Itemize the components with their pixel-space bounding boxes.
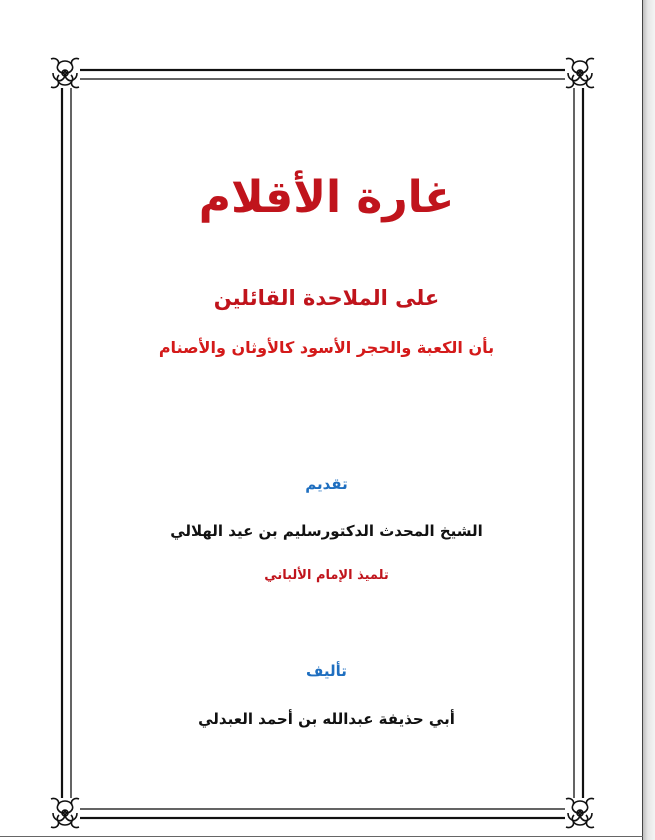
author-name: أبي حذيفة عبدالله بن أحمد العبدلي bbox=[198, 710, 455, 728]
book-subtitle-line2: بأن الكعبة والحجر الأسود كالأوثان والأصنام bbox=[158, 338, 495, 357]
book-title: غارة الأقلام bbox=[198, 172, 455, 223]
corner-ornament-top-right-icon bbox=[565, 58, 595, 88]
introduction-author: الشيخ المحدث الدكتورسليم بن عيد الهلالي bbox=[170, 522, 483, 540]
book-subtitle-line1: على الملاحدة القائلين bbox=[213, 286, 440, 310]
corner-ornament-top-left-icon bbox=[50, 58, 80, 88]
corner-ornament-bottom-right-icon bbox=[565, 798, 595, 828]
corner-ornament-bottom-left-icon bbox=[50, 798, 80, 828]
introduction-label: تقديم bbox=[305, 475, 348, 493]
authorship-label: تأليف bbox=[306, 662, 347, 680]
introduction-author-description: تلميذ الإمام الألباني bbox=[264, 568, 389, 583]
